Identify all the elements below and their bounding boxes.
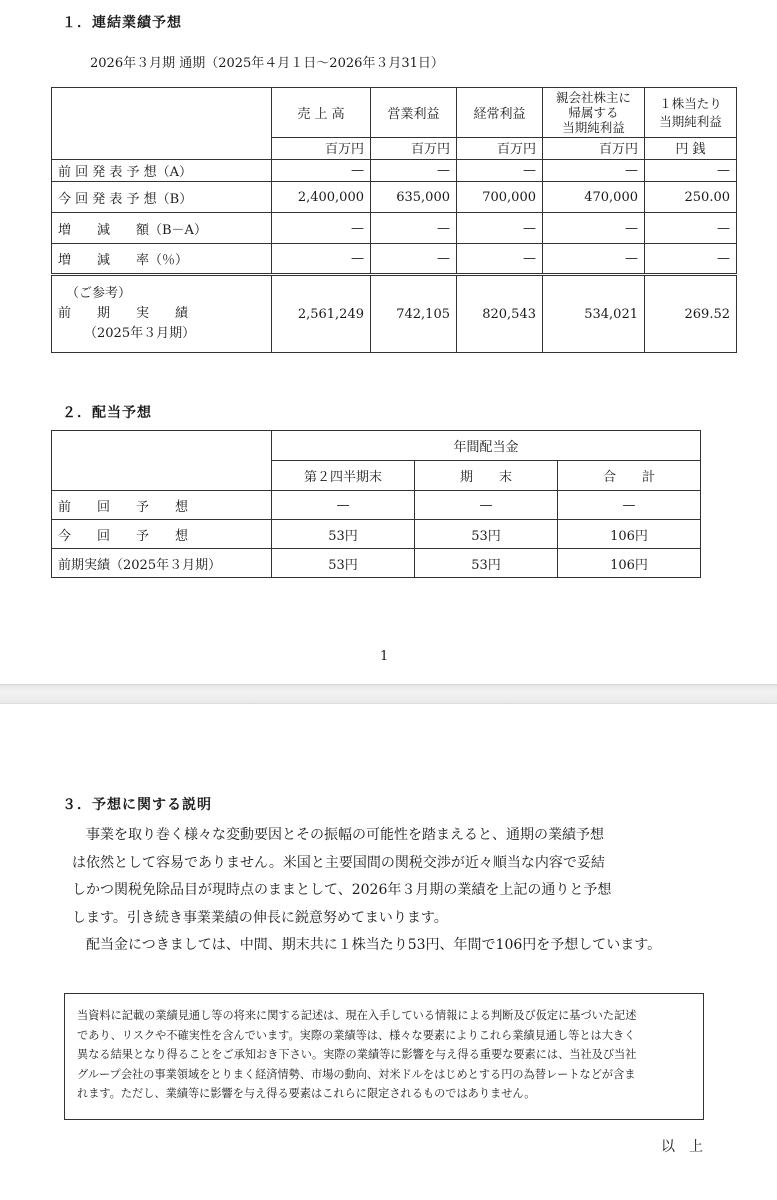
reference-label-cell bbox=[52, 275, 272, 353]
header-eps: １株当たり 当期純利益 bbox=[645, 88, 737, 138]
table-row: 前期実績（2025年３月期） 53円 53円 106円 bbox=[52, 549, 701, 578]
explanation-line: は依然として容易でありません。米国と主要国間の関税交渉が近々順当な内容で妥結 bbox=[72, 854, 605, 871]
notice-line: グループ会社の事業領域をとりまく経済情勢、市場の動向、対米ドルをはじめとする円の為替レートなどが含ま bbox=[77, 1067, 636, 1081]
header-operating-profit: 営業利益 bbox=[371, 88, 457, 138]
explanation-line: します。引き続き事業業績の伸長に鋭意努めてまいります。 bbox=[72, 909, 448, 926]
header-sales: 売 上 高 bbox=[272, 88, 371, 138]
dividend-forecast-table bbox=[51, 430, 701, 578]
header-net-income: 親会社株主に 帰属する 当期純利益 bbox=[543, 88, 645, 138]
reference-period: （2025年３月期） bbox=[84, 326, 196, 341]
header-blank bbox=[52, 88, 272, 138]
header-annual-dividend: 年間配当金 bbox=[272, 431, 701, 461]
notice-line: であり、リスクや不確実性を含んでいます。実際の業績等は、様々な要素によりこれら業績見通し等とは大きく bbox=[77, 1028, 636, 1042]
unit-sales: 百万円 bbox=[272, 138, 371, 160]
unit-ordinary: 百万円 bbox=[457, 138, 543, 160]
page-number: 1 bbox=[380, 649, 389, 664]
forecast-period: 2026年３月期 通期（2025年４月１日〜2026年３月31日） bbox=[90, 56, 444, 71]
closing-mark: 以 上 bbox=[661, 1139, 703, 1155]
table-row: 今 回 予 想 53円 53円 106円 bbox=[52, 520, 701, 549]
reference-label: 前 期 実 績 bbox=[58, 306, 189, 321]
notice-line: れます。ただし、業績等に影響を与え得る要素はこれらに限定されるものではありません。 bbox=[77, 1087, 536, 1100]
unit-operating: 百万円 bbox=[371, 138, 457, 160]
row-label: 今 回 予 想 bbox=[52, 520, 272, 549]
unit-eps: 円 銭 bbox=[645, 138, 737, 160]
table-row: 前 回 予 想 — — — bbox=[52, 491, 701, 520]
header-ordinary-profit: 経常利益 bbox=[457, 88, 543, 138]
row-label: 前 回 発 表 予 想（A） bbox=[52, 160, 272, 182]
row-label: 前期実績（2025年３月期） bbox=[52, 549, 272, 578]
explanation-line: 事業を取り巻く様々な変動要因とその振幅の可能性を踏まえると、通期の業績予想 bbox=[72, 827, 604, 843]
section1-heading: １．連結業績予想 bbox=[62, 15, 182, 31]
earnings-forecast-table bbox=[51, 87, 737, 353]
forward-looking-notice bbox=[64, 993, 704, 1120]
row-label: 今 回 発 表 予 想（B） bbox=[52, 182, 272, 213]
reference-note: （ご参考） bbox=[66, 286, 132, 301]
explanation-line: 配当金につきましては、中間、期末共に１株当たり53円、年間で106円を予想しています。 bbox=[72, 937, 662, 953]
header-year-end: 期 末 bbox=[415, 461, 558, 491]
table-row: 増 減 率（％） — — — — — bbox=[52, 244, 737, 275]
notice-line: 当資料に記載の業績見通し等の将来に関する記述は、現在入手している情報による判断及び仮定に基づいた記述 bbox=[77, 1009, 637, 1022]
explanation-line: しかつ関税免除品目が現時点のままとして、2026年３月期の業績を上記の通りと予想 bbox=[72, 882, 612, 898]
table-row: 増 減 額（B－A） — — — — — bbox=[52, 213, 737, 244]
table-row: 前 回 発 表 予 想（A） — — — — — bbox=[52, 160, 737, 182]
row-label: 増 減 率（％） bbox=[52, 244, 272, 275]
page-separator bbox=[0, 684, 777, 704]
section3-heading: ３．予想に関する説明 bbox=[62, 797, 212, 813]
header-q2-end: 第２四半期末 bbox=[272, 461, 415, 491]
section2-heading: ２．配当予想 bbox=[62, 405, 152, 421]
row-label: 増 減 額（B－A） bbox=[52, 213, 272, 244]
table-row: 今 回 発 表 予 想（B） 2,400,000 635,000 700,000 470,000 250.00 bbox=[52, 182, 737, 213]
row-label: 前 回 予 想 bbox=[52, 491, 272, 520]
explanation-text bbox=[72, 822, 712, 960]
unit-net: 百万円 bbox=[543, 138, 645, 160]
header-total: 合 計 bbox=[558, 461, 701, 491]
reference-row: （ご参考） 前 期 実 績 （2025年３月期） 2,561,249 742,105 820,543 534,021 269.52 bbox=[52, 275, 737, 353]
notice-line: 異なる結果となり得ることをご承知おき下さい。実際の業績等に影響を与え得る重要な要素には、当社及び当社 bbox=[77, 1048, 637, 1061]
